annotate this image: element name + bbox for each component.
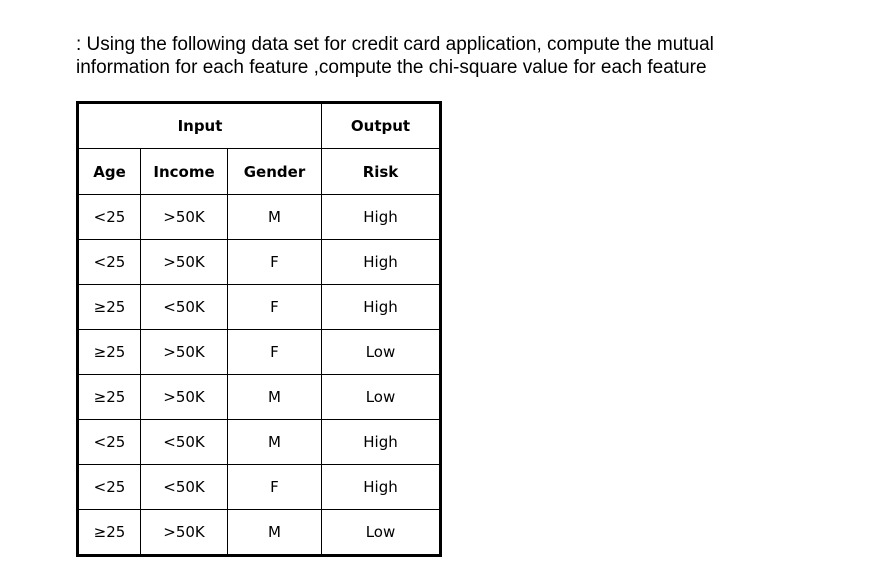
question-line-1: : Using the following data set for credit card application, compute the mutual (76, 34, 714, 55)
risk-cell: High (322, 285, 441, 330)
gender-cell: F (228, 240, 322, 285)
age-cell: <25 (78, 240, 141, 285)
income-cell: <50K (141, 285, 228, 330)
age-cell: ≥25 (78, 330, 141, 375)
income-cell: >50K (141, 240, 228, 285)
age-cell: <25 (78, 465, 141, 510)
gender-cell: M (228, 420, 322, 465)
income-cell: >50K (141, 510, 228, 556)
gender-cell: F (228, 330, 322, 375)
age-column-header: Age (78, 149, 141, 195)
age-cell: ≥25 (78, 285, 141, 330)
risk-cell: High (322, 420, 441, 465)
table-row (78, 285, 441, 330)
input-group-header: Input (78, 103, 322, 149)
risk-cell: Low (322, 330, 441, 375)
gender-cell: F (228, 285, 322, 330)
gender-cell: F (228, 465, 322, 510)
column-header-row (78, 149, 441, 195)
question-line-2: information for each feature ,compute the chi-square value for each feature (76, 57, 707, 78)
risk-column-header: Risk (322, 149, 441, 195)
table-row (78, 195, 441, 240)
income-cell: <50K (141, 465, 228, 510)
age-cell: ≥25 (78, 375, 141, 420)
income-cell: >50K (141, 330, 228, 375)
gender-column-header: Gender (228, 149, 322, 195)
income-cell: >50K (141, 195, 228, 240)
table-row (78, 420, 441, 465)
table-row (78, 240, 441, 285)
risk-cell: High (322, 195, 441, 240)
table-row (78, 330, 441, 375)
age-cell: <25 (78, 420, 141, 465)
income-column-header: Income (141, 149, 228, 195)
risk-cell: Low (322, 510, 441, 556)
question-text (76, 33, 836, 79)
risk-cell: High (322, 240, 441, 285)
gender-cell: M (228, 510, 322, 556)
group-header-row (78, 103, 441, 149)
output-group-header: Output (322, 103, 441, 149)
gender-cell: M (228, 195, 322, 240)
age-cell: ≥25 (78, 510, 141, 556)
risk-cell: High (322, 465, 441, 510)
table-row (78, 465, 441, 510)
table-row (78, 510, 441, 556)
income-cell: <50K (141, 420, 228, 465)
gender-cell: M (228, 375, 322, 420)
income-cell: >50K (141, 375, 228, 420)
table-row (78, 375, 441, 420)
credit-risk-table (76, 101, 442, 557)
risk-cell: Low (322, 375, 441, 420)
age-cell: <25 (78, 195, 141, 240)
